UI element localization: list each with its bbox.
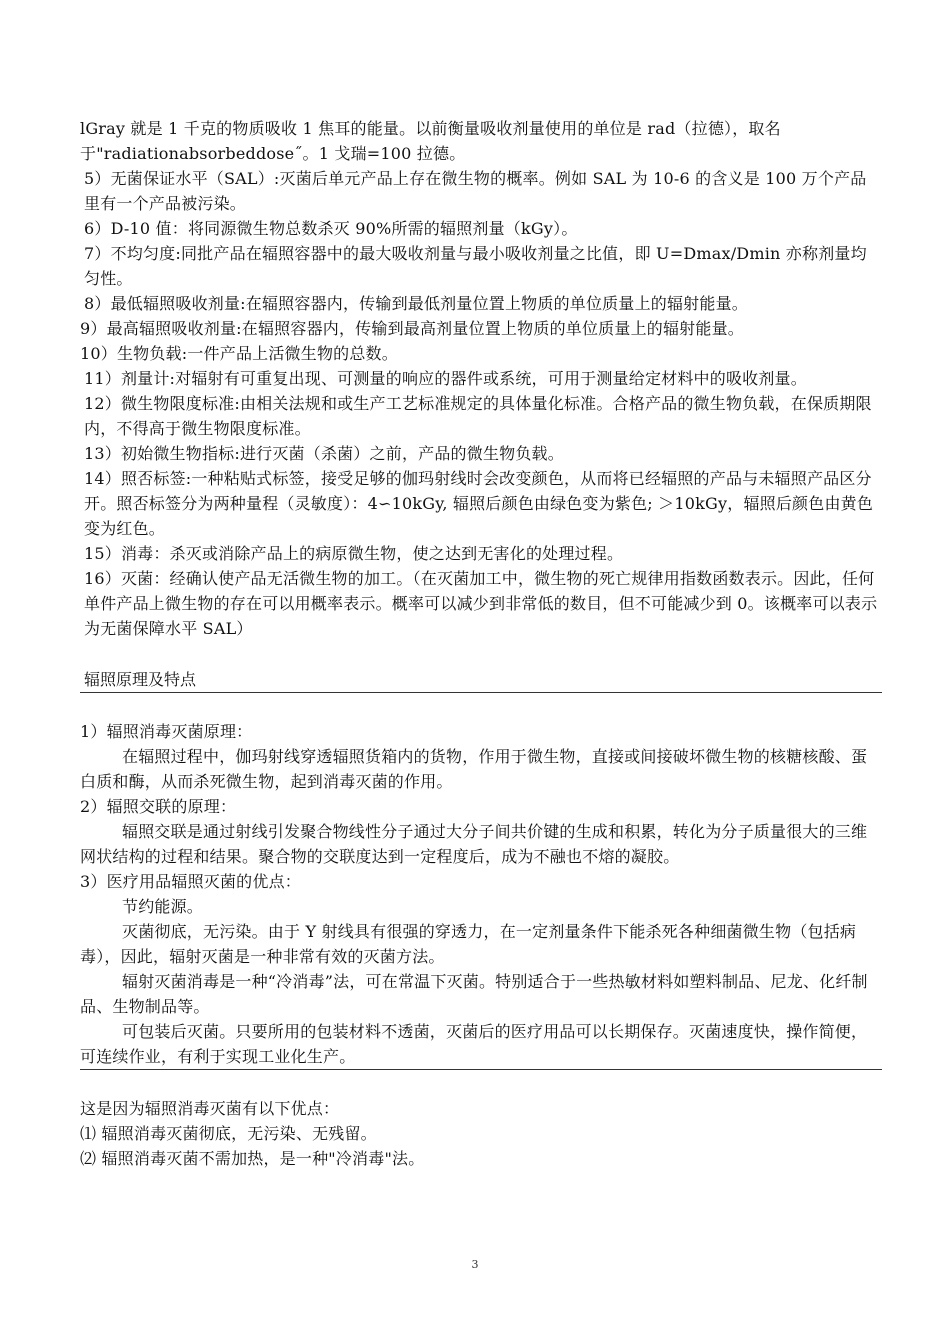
document-page xyxy=(80,116,882,1171)
advantages-intro: 这是因为辐照消毒灭菌有以下优点： xyxy=(80,1099,340,1118)
definition-gray: lGray 就是 1 千克的物质吸收 1 焦耳的能量。以前衡量吸收剂量使用的单位是 rad（拉德），取名于"radiationabsorbeddose˝。1 戈瑞=100 拉德。 xyxy=(80,119,781,163)
definition-indicator-label: 14）照否标签:一种粘贴式标签，接受足够的伽玛射线时会改变颜色，从而将已经辐照的产品与未辐照产品区分开。照否标签分为两种量程（灵敏度）：4∽10kGy, 辐照后颜色由绿色变为紫色; ＞10kGy，辐照后颜色由黄色变为红色。 xyxy=(84,469,874,538)
principle-text-sterilization: 在辐照过程中，伽玛射线穿透辐照货箱内的货物，作用于微生物，直接或间接破坏微生物的核糖核酸、蛋白质和酶，从而杀死微生物，起到消毒灭菌的作用。 xyxy=(80,747,868,791)
principle-heading-advantages: 3）医疗用品辐照灭菌的优点： xyxy=(80,872,301,891)
definition-microbial-limit: 12）微生物限度标准:由相关法规和或生产工艺标准规定的具体量化标准。合格产品的微生物负载，在保质期限内，不得高于微生物限度标准。 xyxy=(84,394,872,438)
definition-initial-microbes: 13）初始微生物指标:进行灭菌（杀菌）之前，产品的微生物负载。 xyxy=(84,444,564,463)
definition-disinfection: 15）消毒：杀灭或消除产品上的病原微生物，使之达到无害化的处理过程。 xyxy=(84,544,624,563)
advantage-item-1: ⑴ 辐照消毒灭菌彻底，无污染、无残留。 xyxy=(80,1124,377,1143)
advantage-packaged: 可包装后灭菌。只要所用的包装材料不透菌，灭菌后的医疗用品可以长期保存。灭菌速度快，操作简便，可连续作业，有利于实现工业化生产。 xyxy=(80,1022,868,1066)
definition-sterilization: 16）灭菌：经确认使产品无活微生物的加工。（在灭菌加工中，微生物的死亡规律用指数函数表示。因此，任何单件产品上微生物的存在可以用概率表示。概率可以减少到非常低的数目，但不可能减少到 0。该概率可以表示为无菌保障水平 SAL） xyxy=(84,569,878,638)
principle-text-crosslinking: 辐照交联是通过射线引发聚合物线性分子通过大分子间共价键的生成和积累，转化为分子质量很大的三维网状结构的过程和结果。聚合物的交联度达到一定程度后，成为不融也不熔的凝胶。 xyxy=(80,822,868,866)
principle-heading-crosslinking: 2）辐照交联的原理： xyxy=(80,797,237,816)
advantage-energy: 节约能源。 xyxy=(122,897,204,916)
principle-heading-sterilization: 1）辐照消毒灭菌原理： xyxy=(80,722,253,741)
definition-min-dose: 8）最低辐照吸收剂量:在辐照容器内，传输到最低剂量位置上物质的单位质量上的辐射能量。 xyxy=(84,294,748,313)
definition-max-dose: 9）最高辐照吸收剂量:在辐照容器内，传输到最高剂量位置上物质的单位质量上的辐射能量。 xyxy=(80,319,744,338)
advantage-item-2: ⑵ 辐照消毒灭菌不需加热，是一种"冷消毒"法。 xyxy=(80,1149,425,1168)
definition-uniformity: 7）不均匀度:同批产品在辐照容器中的最大吸收剂量与最小吸收剂量之比值，即 U=Dmax/Dmin 亦称剂量均匀性。 xyxy=(84,244,867,288)
advantage-cold: 辐射灭菌消毒是一种“冷消毒”法，可在常温下灭菌。特别适合于一些热敏材料如塑料制品、尼龙、化纤制品、生物制品等。 xyxy=(80,972,868,1016)
definition-sal: 5）无菌保证水平（SAL）:灭菌后单元产品上存在微生物的概率。例如 SAL 为 10-6 的含义是 100 万个产品里有一个产品被污染。 xyxy=(84,169,867,213)
page-number: 3 xyxy=(471,1258,479,1271)
section-title: 辐照原理及特点 xyxy=(84,670,197,689)
definition-bioburden: 10）生物负载:一件产品上活微生物的总数。 xyxy=(80,344,398,363)
definition-d10: 6）D-10 值：将同源微生物总数杀灭 90%所需的辐照剂量（kGy）。 xyxy=(84,219,578,238)
advantage-thorough: 灭菌彻底，无污染。由于 Y 射线具有很强的穿透力，在一定剂量条件下能杀死各种细菌微生物（包括病毒），因此，辐射灭菌是一种非常有效的灭菌方法。 xyxy=(80,922,857,966)
definition-dosimeter: 11）剂量计:对辐射有可重复出现、可测量的响应的器件或系统，可用于测量给定材料中的吸收剂量。 xyxy=(84,369,807,388)
